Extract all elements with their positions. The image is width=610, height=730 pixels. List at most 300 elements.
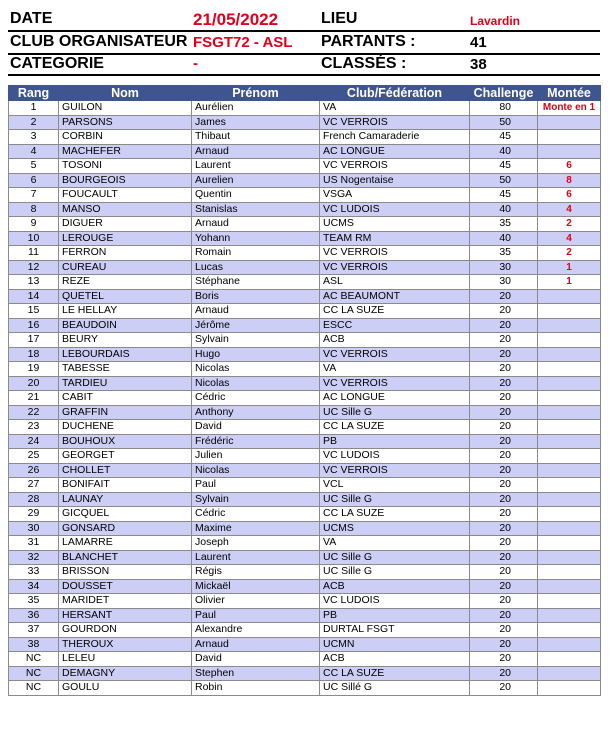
cell-montee xyxy=(538,579,601,594)
cell-montee xyxy=(538,608,601,623)
cell-nom: DEMAGNY xyxy=(59,666,192,681)
cell-prenom: Laurent xyxy=(192,159,320,174)
table-row xyxy=(9,492,601,507)
cell-challenge: 20 xyxy=(470,463,538,478)
cell-club: VC LUDOIS xyxy=(320,202,470,217)
cell-rang: 3 xyxy=(9,130,59,145)
cell-nom: GOULU xyxy=(59,681,192,696)
col-header-rang: Rang xyxy=(9,86,59,101)
cell-rang: 15 xyxy=(9,304,59,319)
table-row xyxy=(9,289,601,304)
table-row xyxy=(9,159,601,174)
cell-rang: 12 xyxy=(9,260,59,275)
table-header-row xyxy=(9,86,601,101)
cell-challenge: 40 xyxy=(470,144,538,159)
cell-club: VA xyxy=(320,536,470,551)
cell-club: VC LUDOIS xyxy=(320,594,470,609)
cell-nom: BRISSON xyxy=(59,565,192,580)
cell-nom: GRAFFIN xyxy=(59,405,192,420)
cell-prenom: James xyxy=(192,115,320,130)
cell-challenge: 20 xyxy=(470,304,538,319)
cell-prenom: Sylvain xyxy=(192,333,320,348)
cell-montee: 4 xyxy=(538,231,601,246)
cell-rang: NC xyxy=(9,666,59,681)
cell-challenge: 20 xyxy=(470,608,538,623)
cell-rang: 20 xyxy=(9,376,59,391)
table-row xyxy=(9,115,601,130)
table-row xyxy=(9,463,601,478)
cell-prenom: Aurélien xyxy=(192,101,320,116)
cell-club: VA xyxy=(320,362,470,377)
cell-nom: BOURGEOIS xyxy=(59,173,192,188)
cell-prenom: Cédric xyxy=(192,391,320,406)
cell-prenom: Frédéric xyxy=(192,434,320,449)
table-row xyxy=(9,608,601,623)
cell-challenge: 30 xyxy=(470,260,538,275)
cell-rang: 28 xyxy=(9,492,59,507)
cell-nom: DIGUER xyxy=(59,217,192,232)
cell-montee xyxy=(538,405,601,420)
table-row xyxy=(9,652,601,667)
cell-nom: MACHEFER xyxy=(59,144,192,159)
cell-club: VC VERROIS xyxy=(320,115,470,130)
cell-rang: 22 xyxy=(9,405,59,420)
cell-rang: 26 xyxy=(9,463,59,478)
table-row xyxy=(9,449,601,464)
cell-club: UC Sillé G xyxy=(320,681,470,696)
table-row xyxy=(9,202,601,217)
cell-rang: 29 xyxy=(9,507,59,522)
cell-rang: 10 xyxy=(9,231,59,246)
cell-rang: 2 xyxy=(9,115,59,130)
cell-montee: Monte en 1 xyxy=(538,101,601,116)
col-header-nom: Nom xyxy=(59,86,192,101)
cell-montee: 2 xyxy=(538,217,601,232)
cell-challenge: 20 xyxy=(470,623,538,638)
partants-label: PARTANTS : xyxy=(321,33,416,50)
date-value: 21/05/2022 xyxy=(193,10,279,29)
cell-club: VC VERROIS xyxy=(320,376,470,391)
cell-challenge: 50 xyxy=(470,173,538,188)
cell-prenom: Nicolas xyxy=(192,362,320,377)
cell-club: UCMS xyxy=(320,521,470,536)
cell-prenom: Régis xyxy=(192,565,320,580)
cell-montee xyxy=(538,289,601,304)
cell-prenom: Jérôme xyxy=(192,318,320,333)
cell-nom: CUREAU xyxy=(59,260,192,275)
cell-nom: FOUCAULT xyxy=(59,188,192,203)
cell-rang: 14 xyxy=(9,289,59,304)
cell-nom: LAMARRE xyxy=(59,536,192,551)
cell-club: VCL xyxy=(320,478,470,493)
cell-nom: GICQUEL xyxy=(59,507,192,522)
cell-nom: DOUSSET xyxy=(59,579,192,594)
cell-montee: 1 xyxy=(538,260,601,275)
cell-montee xyxy=(538,362,601,377)
lieu-label: LIEU xyxy=(321,10,358,27)
cell-prenom: Romain xyxy=(192,246,320,261)
cell-montee xyxy=(538,463,601,478)
col-header-prenom: Prénom xyxy=(192,86,320,101)
cell-nom: TABESSE xyxy=(59,362,192,377)
cell-challenge: 20 xyxy=(470,333,538,348)
cell-nom: GOURDON xyxy=(59,623,192,638)
table-row xyxy=(9,434,601,449)
cell-club: UC Sille G xyxy=(320,492,470,507)
classes-label: CLASSÉS : xyxy=(321,55,407,72)
cell-montee: 4 xyxy=(538,202,601,217)
cell-rang: 33 xyxy=(9,565,59,580)
cell-nom: GONSARD xyxy=(59,521,192,536)
cell-challenge: 40 xyxy=(470,231,538,246)
cell-prenom: Hugo xyxy=(192,347,320,362)
header-rule-1 xyxy=(8,30,600,32)
cell-nom: CABIT xyxy=(59,391,192,406)
cell-club: TEAM RM xyxy=(320,231,470,246)
table-row xyxy=(9,304,601,319)
cell-challenge: 20 xyxy=(470,681,538,696)
cell-montee xyxy=(538,449,601,464)
cell-challenge: 20 xyxy=(470,536,538,551)
cell-rang: 36 xyxy=(9,608,59,623)
table-row xyxy=(9,420,601,435)
cell-nom: MARIDET xyxy=(59,594,192,609)
cell-prenom: Aurelien xyxy=(192,173,320,188)
cell-nom: BOUHOUX xyxy=(59,434,192,449)
cell-nom: FERRON xyxy=(59,246,192,261)
cell-montee xyxy=(538,681,601,696)
cell-prenom: Joseph xyxy=(192,536,320,551)
cell-montee xyxy=(538,115,601,130)
cell-club: VC VERROIS xyxy=(320,463,470,478)
table-row xyxy=(9,333,601,348)
cell-rang: 31 xyxy=(9,536,59,551)
cell-club: ESCC xyxy=(320,318,470,333)
cell-club: AC LONGUE xyxy=(320,144,470,159)
header-rule-3 xyxy=(8,74,600,76)
cell-challenge: 20 xyxy=(470,405,538,420)
cell-rang: 24 xyxy=(9,434,59,449)
cell-rang: 4 xyxy=(9,144,59,159)
cell-challenge: 35 xyxy=(470,217,538,232)
table-row xyxy=(9,623,601,638)
cell-nom: LELEU xyxy=(59,652,192,667)
table-row xyxy=(9,275,601,290)
cell-prenom: Olivier xyxy=(192,594,320,609)
cell-rang: 5 xyxy=(9,159,59,174)
cell-challenge: 20 xyxy=(470,579,538,594)
cell-nom: LAUNAY xyxy=(59,492,192,507)
cell-club: AC LONGUE xyxy=(320,391,470,406)
cell-nom: QUETEL xyxy=(59,289,192,304)
cell-montee: 2 xyxy=(538,246,601,261)
cell-montee xyxy=(538,130,601,145)
cell-prenom: Laurent xyxy=(192,550,320,565)
table-row xyxy=(9,478,601,493)
cell-prenom: Stanislas xyxy=(192,202,320,217)
cell-nom: BONIFAIT xyxy=(59,478,192,493)
cell-club: UC Sille G xyxy=(320,550,470,565)
cell-club: VA xyxy=(320,101,470,116)
cell-challenge: 45 xyxy=(470,130,538,145)
cell-club: UCMS xyxy=(320,217,470,232)
cell-challenge: 45 xyxy=(470,159,538,174)
cell-prenom: Paul xyxy=(192,608,320,623)
table-row xyxy=(9,666,601,681)
cell-challenge: 20 xyxy=(470,347,538,362)
cell-prenom: Arnaud xyxy=(192,304,320,319)
cell-montee xyxy=(538,652,601,667)
cell-challenge: 20 xyxy=(470,376,538,391)
cell-club: French Camaraderie xyxy=(320,130,470,145)
cell-prenom: Quentin xyxy=(192,188,320,203)
cell-club: DURTAL FSGT xyxy=(320,623,470,638)
cell-rang: 6 xyxy=(9,173,59,188)
cell-rang: NC xyxy=(9,652,59,667)
cell-challenge: 45 xyxy=(470,188,538,203)
cell-rang: 16 xyxy=(9,318,59,333)
cell-challenge: 40 xyxy=(470,202,538,217)
cell-montee: 6 xyxy=(538,188,601,203)
cell-nom: LEBOURDAIS xyxy=(59,347,192,362)
cell-montee xyxy=(538,333,601,348)
cell-club: ACB xyxy=(320,333,470,348)
table-row xyxy=(9,391,601,406)
cell-montee xyxy=(538,623,601,638)
cell-prenom: Arnaud xyxy=(192,144,320,159)
table-row xyxy=(9,536,601,551)
cell-montee xyxy=(538,637,601,652)
cell-prenom: Maxime xyxy=(192,521,320,536)
cell-rang: 1 xyxy=(9,101,59,116)
cell-prenom: Stephen xyxy=(192,666,320,681)
table-row xyxy=(9,579,601,594)
categorie-label: CATEGORIE xyxy=(10,55,104,72)
cell-montee xyxy=(538,347,601,362)
cell-prenom: Lucas xyxy=(192,260,320,275)
partants-value: 41 xyxy=(470,34,487,51)
cell-nom: PARSONS xyxy=(59,115,192,130)
cell-prenom: Arnaud xyxy=(192,217,320,232)
cell-challenge: 20 xyxy=(470,550,538,565)
cell-challenge: 20 xyxy=(470,420,538,435)
cell-challenge: 20 xyxy=(470,391,538,406)
cell-prenom: Boris xyxy=(192,289,320,304)
cell-prenom: Paul xyxy=(192,478,320,493)
cell-club: VC VERROIS xyxy=(320,246,470,261)
cell-club: UC Sille G xyxy=(320,565,470,580)
cell-club: VC VERROIS xyxy=(320,347,470,362)
cell-montee xyxy=(538,420,601,435)
cell-prenom: Julien xyxy=(192,449,320,464)
cell-prenom: David xyxy=(192,420,320,435)
table-row xyxy=(9,507,601,522)
cell-rang: 34 xyxy=(9,579,59,594)
cell-montee xyxy=(538,144,601,159)
cell-rang: 7 xyxy=(9,188,59,203)
cell-nom: GEORGET xyxy=(59,449,192,464)
cell-prenom: Arnaud xyxy=(192,637,320,652)
cell-challenge: 50 xyxy=(470,115,538,130)
table-row xyxy=(9,130,601,145)
cell-nom: LE HELLAY xyxy=(59,304,192,319)
cell-montee: 1 xyxy=(538,275,601,290)
cell-club: US Nogentaise xyxy=(320,173,470,188)
col-header-montee: Montée xyxy=(538,86,601,101)
cell-nom: DUCHENE xyxy=(59,420,192,435)
cell-club: PB xyxy=(320,608,470,623)
cell-prenom: Nicolas xyxy=(192,463,320,478)
cell-prenom: Stéphane xyxy=(192,275,320,290)
table-row xyxy=(9,637,601,652)
cell-rang: 9 xyxy=(9,217,59,232)
table-row xyxy=(9,318,601,333)
table-row xyxy=(9,376,601,391)
table-row xyxy=(9,246,601,261)
cell-nom: THEROUX xyxy=(59,637,192,652)
cell-montee xyxy=(538,594,601,609)
cell-challenge: 20 xyxy=(470,318,538,333)
cell-rang: 38 xyxy=(9,637,59,652)
cell-rang: 27 xyxy=(9,478,59,493)
cell-montee xyxy=(538,376,601,391)
cell-challenge: 20 xyxy=(470,478,538,493)
cell-prenom: Cédric xyxy=(192,507,320,522)
cell-montee xyxy=(538,434,601,449)
cell-challenge: 20 xyxy=(470,521,538,536)
table-row xyxy=(9,347,601,362)
cell-club: UCMN xyxy=(320,637,470,652)
table-row xyxy=(9,101,601,116)
cell-prenom: Sylvain xyxy=(192,492,320,507)
cell-nom: TARDIEU xyxy=(59,376,192,391)
cell-challenge: 20 xyxy=(470,666,538,681)
cell-club: VSGA xyxy=(320,188,470,203)
cell-prenom: Mickaël xyxy=(192,579,320,594)
cell-rang: NC xyxy=(9,681,59,696)
cell-prenom: Robin xyxy=(192,681,320,696)
cell-rang: 18 xyxy=(9,347,59,362)
table-row xyxy=(9,188,601,203)
cell-club: VC VERROIS xyxy=(320,159,470,174)
cell-challenge: 20 xyxy=(470,565,538,580)
table-row xyxy=(9,594,601,609)
cell-club: PB xyxy=(320,434,470,449)
cell-club: CC LA SUZE xyxy=(320,507,470,522)
cell-montee xyxy=(538,666,601,681)
cell-prenom: Yohann xyxy=(192,231,320,246)
categorie-value: - xyxy=(193,55,198,72)
cell-nom: CHOLLET xyxy=(59,463,192,478)
cell-rang: 25 xyxy=(9,449,59,464)
cell-rang: 32 xyxy=(9,550,59,565)
club-value: FSGT72 - ASL xyxy=(193,34,293,51)
cell-montee xyxy=(538,521,601,536)
cell-challenge: 20 xyxy=(470,492,538,507)
table-row xyxy=(9,565,601,580)
table-row xyxy=(9,217,601,232)
cell-rang: 19 xyxy=(9,362,59,377)
cell-rang: 8 xyxy=(9,202,59,217)
cell-rang: 37 xyxy=(9,623,59,638)
club-label: CLUB ORGANISATEUR xyxy=(10,33,188,50)
cell-prenom: David xyxy=(192,652,320,667)
cell-montee xyxy=(538,318,601,333)
cell-montee xyxy=(538,391,601,406)
cell-montee xyxy=(538,565,601,580)
cell-club: CC LA SUZE xyxy=(320,420,470,435)
cell-nom: HERSANT xyxy=(59,608,192,623)
cell-club: ACB xyxy=(320,652,470,667)
cell-club: VC VERROIS xyxy=(320,260,470,275)
cell-prenom: Anthony xyxy=(192,405,320,420)
cell-montee xyxy=(538,507,601,522)
cell-nom: GUILON xyxy=(59,101,192,116)
table-row xyxy=(9,681,601,696)
cell-challenge: 20 xyxy=(470,449,538,464)
col-header-club: Club/Fédération xyxy=(320,86,470,101)
table-row xyxy=(9,173,601,188)
results-table xyxy=(8,85,601,696)
cell-challenge: 20 xyxy=(470,434,538,449)
cell-montee xyxy=(538,478,601,493)
col-header-challenge: Challenge xyxy=(470,86,538,101)
cell-nom: LEROUGE xyxy=(59,231,192,246)
cell-nom: BLANCHET xyxy=(59,550,192,565)
cell-club: ACB xyxy=(320,579,470,594)
date-label: DATE xyxy=(10,10,53,27)
cell-club: UC Sille G xyxy=(320,405,470,420)
cell-challenge: 35 xyxy=(470,246,538,261)
table-row xyxy=(9,405,601,420)
classes-value: 38 xyxy=(470,56,487,73)
cell-nom: BEURY xyxy=(59,333,192,348)
cell-rang: 17 xyxy=(9,333,59,348)
table-row xyxy=(9,550,601,565)
cell-montee xyxy=(538,492,601,507)
table-row xyxy=(9,260,601,275)
cell-nom: CORBIN xyxy=(59,130,192,145)
cell-club: VC LUDOIS xyxy=(320,449,470,464)
cell-rang: 13 xyxy=(9,275,59,290)
cell-challenge: 30 xyxy=(470,275,538,290)
cell-challenge: 20 xyxy=(470,362,538,377)
cell-challenge: 20 xyxy=(470,637,538,652)
cell-rang: 35 xyxy=(9,594,59,609)
cell-montee: 8 xyxy=(538,173,601,188)
table-row xyxy=(9,144,601,159)
cell-club: ASL xyxy=(320,275,470,290)
cell-challenge: 80 xyxy=(470,101,538,116)
cell-rang: 11 xyxy=(9,246,59,261)
cell-montee xyxy=(538,304,601,319)
cell-prenom: Thibaut xyxy=(192,130,320,145)
cell-challenge: 20 xyxy=(470,652,538,667)
cell-rang: 23 xyxy=(9,420,59,435)
cell-montee xyxy=(538,536,601,551)
cell-rang: 30 xyxy=(9,521,59,536)
table-row xyxy=(9,362,601,377)
cell-nom: BEAUDOIN xyxy=(59,318,192,333)
cell-challenge: 20 xyxy=(470,507,538,522)
cell-club: CC LA SUZE xyxy=(320,666,470,681)
cell-montee: 6 xyxy=(538,159,601,174)
cell-nom: REZE xyxy=(59,275,192,290)
cell-rang: 21 xyxy=(9,391,59,406)
table-row xyxy=(9,231,601,246)
cell-montee xyxy=(538,550,601,565)
cell-nom: MANSO xyxy=(59,202,192,217)
